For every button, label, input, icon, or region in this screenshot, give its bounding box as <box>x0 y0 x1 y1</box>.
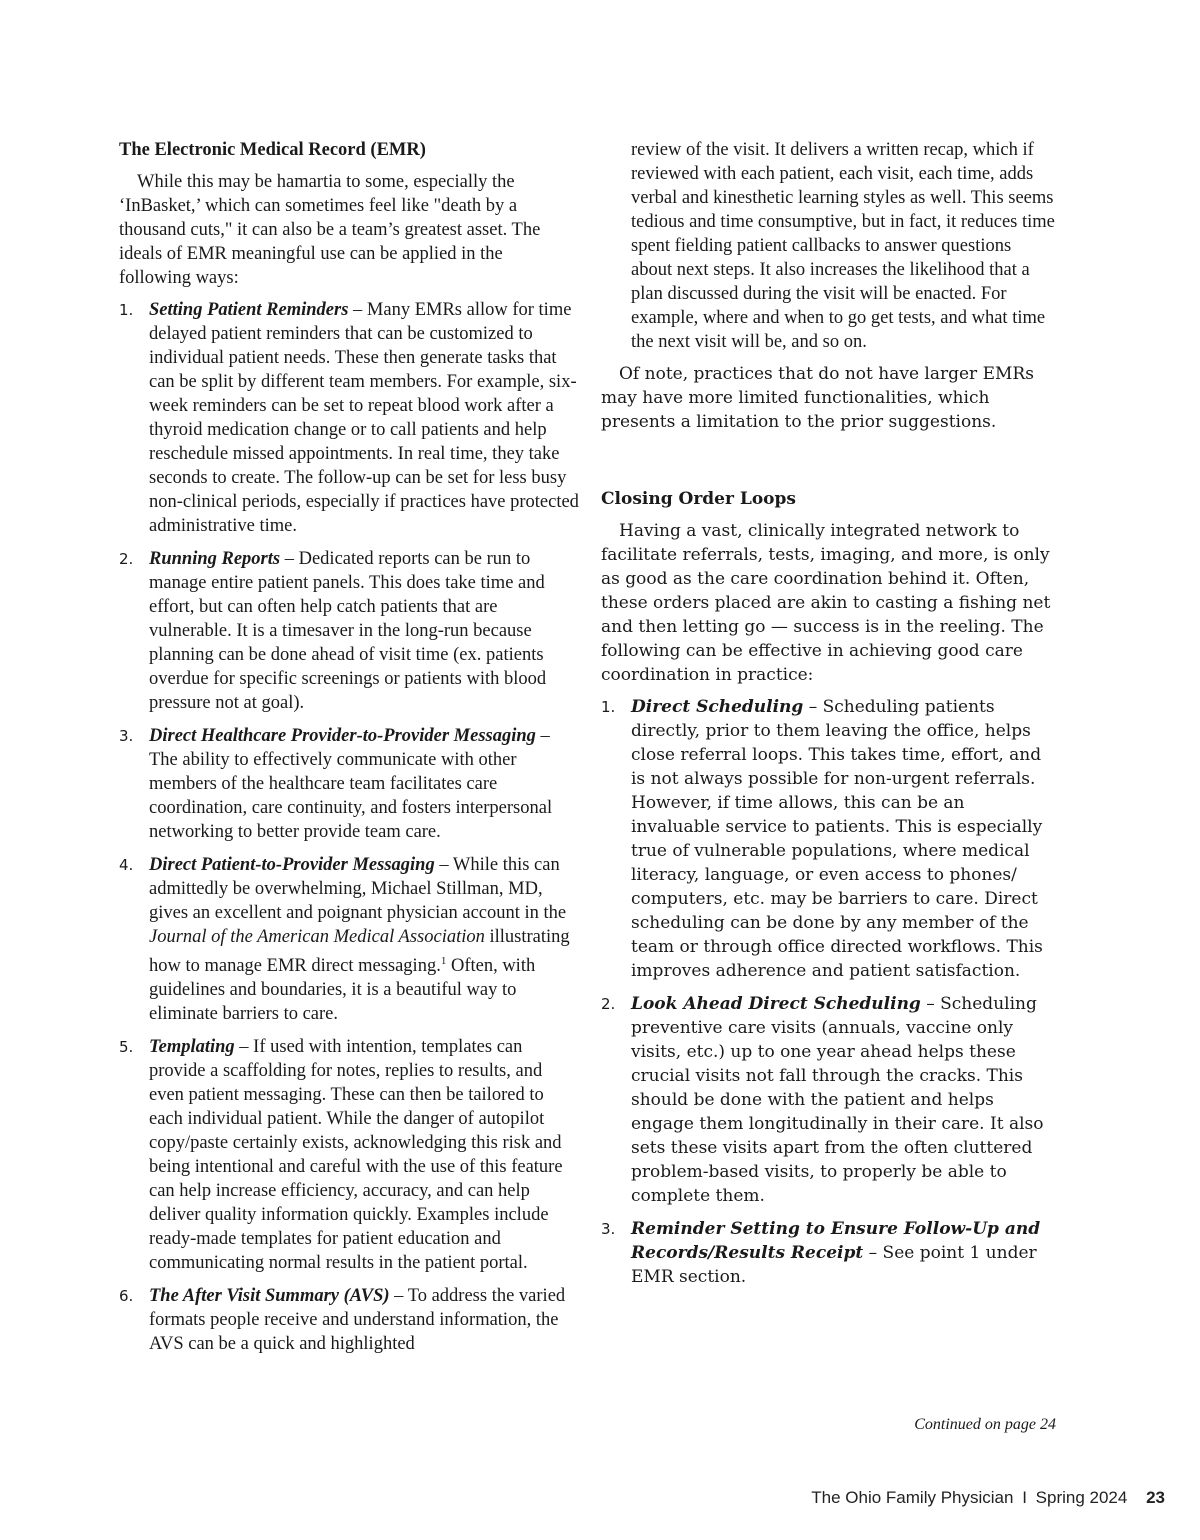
list-text: – Scheduling patients directly, prior to them leaving the office, helps close referral loops. This takes time, effort, and is not always possible for non-urgent referrals. However, if time allows, this can be an invaluable service to patients. This is especially true of vulnerable populations, where medical literacy, language, or even access to phones/ computers, etc. may be barriers to care. Direct scheduling can be done by any member of the team or through office directed workflows. This improves adherence and patient satisfaction. <box>631 697 1043 981</box>
list-item <box>119 853 579 1026</box>
list-item <box>119 298 579 538</box>
list-number: 4. <box>119 856 134 874</box>
list-number: 3. <box>601 1220 616 1238</box>
list-item <box>119 1035 579 1275</box>
page-footer <box>811 1488 1165 1508</box>
list-term: Look Ahead Direct Scheduling <box>631 994 921 1014</box>
list-number: 2. <box>601 995 616 1013</box>
list-item <box>601 695 1056 983</box>
list-term: Templating <box>149 1037 235 1058</box>
avs-continuation: review of the visit. It delivers a written recap, which if reviewed with each patient, each visit, each time, adds verbal and kinesthetic learning styles as well. This seems tedious and time consumptive, but in fact, it reduces time spent fielding patient callbacks to answer questions about next steps. It also increases the likelihood that a plan discussed during the visit will be enacted. For example, where and when to go get tests, and what time the next visit will be, and so on. <box>631 140 1055 352</box>
left-column <box>119 138 579 1365</box>
closing-intro: Having a vast, clinically integrated network to facilitate referrals, tests, imaging, and more, is only as good as the care coordination behind it. Often, these orders placed are akin to casting a fishing net and then letting go — success is in the reeling. The following can be effective in achieving good care coordination in practice: <box>601 521 1051 685</box>
publication-name: The Ohio Family Physician <box>811 1488 1014 1507</box>
list-number: 2. <box>119 550 134 568</box>
list-text: Often, with guidelines and boundaries, it is a beautiful way to eliminate barriers to care. <box>149 956 536 1025</box>
list-item <box>119 724 579 844</box>
page-number: 23 <box>1146 1488 1165 1507</box>
list-term: Direct Scheduling <box>631 697 804 717</box>
footnote-ref: 1 <box>440 955 447 967</box>
list-number: 3. <box>119 727 134 745</box>
list-term: The After Visit Summary (AVS) <box>149 1286 390 1307</box>
list-number: 5. <box>119 1038 134 1057</box>
list-term: Setting Patient Reminders <box>149 300 349 320</box>
closing-heading: Closing Order Loops <box>601 489 796 509</box>
list-term: Direct Patient-to-Provider Messaging <box>149 855 435 875</box>
emr-note: Of note, practices that do not have larger EMRs may have more limited functionalities, which presents a limitation to the prior suggestions. <box>601 364 1034 432</box>
list-number: 1. <box>119 301 134 319</box>
list-text: – To address the varied formats people receive and understand information, the AVS can be a quick and highlighted <box>149 1286 566 1355</box>
list-text: illustrating how to manage EMR direct messaging. <box>149 927 570 977</box>
list-text: – See point 1 under EMR section. <box>631 1243 1037 1287</box>
continued-note: Continued on page 24 <box>914 1416 1056 1433</box>
list-term: Reminder Setting to Ensure Follow-Up and Records/Results Receipt <box>631 1219 1041 1263</box>
section-spacer <box>601 442 1056 487</box>
footer-separator: I <box>1022 1488 1027 1507</box>
closing-list <box>601 695 1056 1289</box>
list-number: 1. <box>601 698 616 716</box>
list-term: Running Reports <box>149 549 281 569</box>
emr-list <box>119 298 579 1356</box>
list-number: 6. <box>119 1287 134 1306</box>
issue-label: Spring 2024 <box>1035 1488 1128 1507</box>
list-item <box>119 1284 579 1356</box>
right-column <box>601 138 1056 1298</box>
list-item <box>119 547 579 715</box>
list-item <box>601 992 1056 1208</box>
journal-title: Journal of the American Medical Association <box>149 927 485 947</box>
list-text: – The ability to effectively communicate with other members of the healthcare team facilitates care coordination, care continuity, and fosters interpersonal networking to better provide team care. <box>149 726 553 842</box>
list-item <box>601 1217 1056 1289</box>
emr-intro: While this may be hamartia to some, especially the ‘InBasket,’ which can sometimes feel like "death by a thousand cuts," it can also be a team’s greatest asset. The ideals of EMR meaningful use can be applied in the following ways: <box>119 172 541 288</box>
list-text: – Many EMRs allow for time delayed patient reminders that can be customized to individual patient needs. These then generate tasks that can be split by different team members. For example, six-week reminders can be set to repeat blood work after a thyroid medication change or to call patients and help reschedule missed appointments. In real time, they take seconds to create. The follow-up can be set for less busy non-clinical periods, especially if practices have protected administrative time. <box>149 300 579 536</box>
list-text: – Dedicated reports can be run to manage entire patient panels. This does take time and effort, but can often help catch patients that are vulnerable. It is a timesaver in the long-run because planning can be done ahead of visit time (ex. patients overdue for specific screenings or patients with blood pressure not at goal). <box>149 549 547 713</box>
list-text: – If used with intention, templates can provide a scaffolding for notes, replies to results, and even patient messaging. These can then be tailored to each individual patient. While the danger of autopilot copy/paste certainly exists, acknowledging this risk and being intentional and careful with the use of this feature can help increase efficiency, accuracy, and can help deliver quality information quickly. Examples include ready-made templates for patient education and communicating normal results in the patient portal. <box>149 1037 563 1274</box>
list-term: Direct Healthcare Provider-to-Provider Messaging <box>149 726 536 746</box>
list-text: – While this can admittedly be overwhelming, Michael Stillman, MD, gives an excellent and poignant physician account in the <box>149 855 567 923</box>
emr-heading: The Electronic Medical Record (EMR) <box>119 140 426 160</box>
list-text: – Scheduling preventive care visits (annuals, vaccine only visits, etc.) up to one year ahead helps these crucial visits not fall through the cracks. This should be done with the patient and helps engage them longitudinally in their care. It also sets these visits apart from the often cluttered problem-based visits, to properly be able to complete them. <box>631 994 1044 1206</box>
